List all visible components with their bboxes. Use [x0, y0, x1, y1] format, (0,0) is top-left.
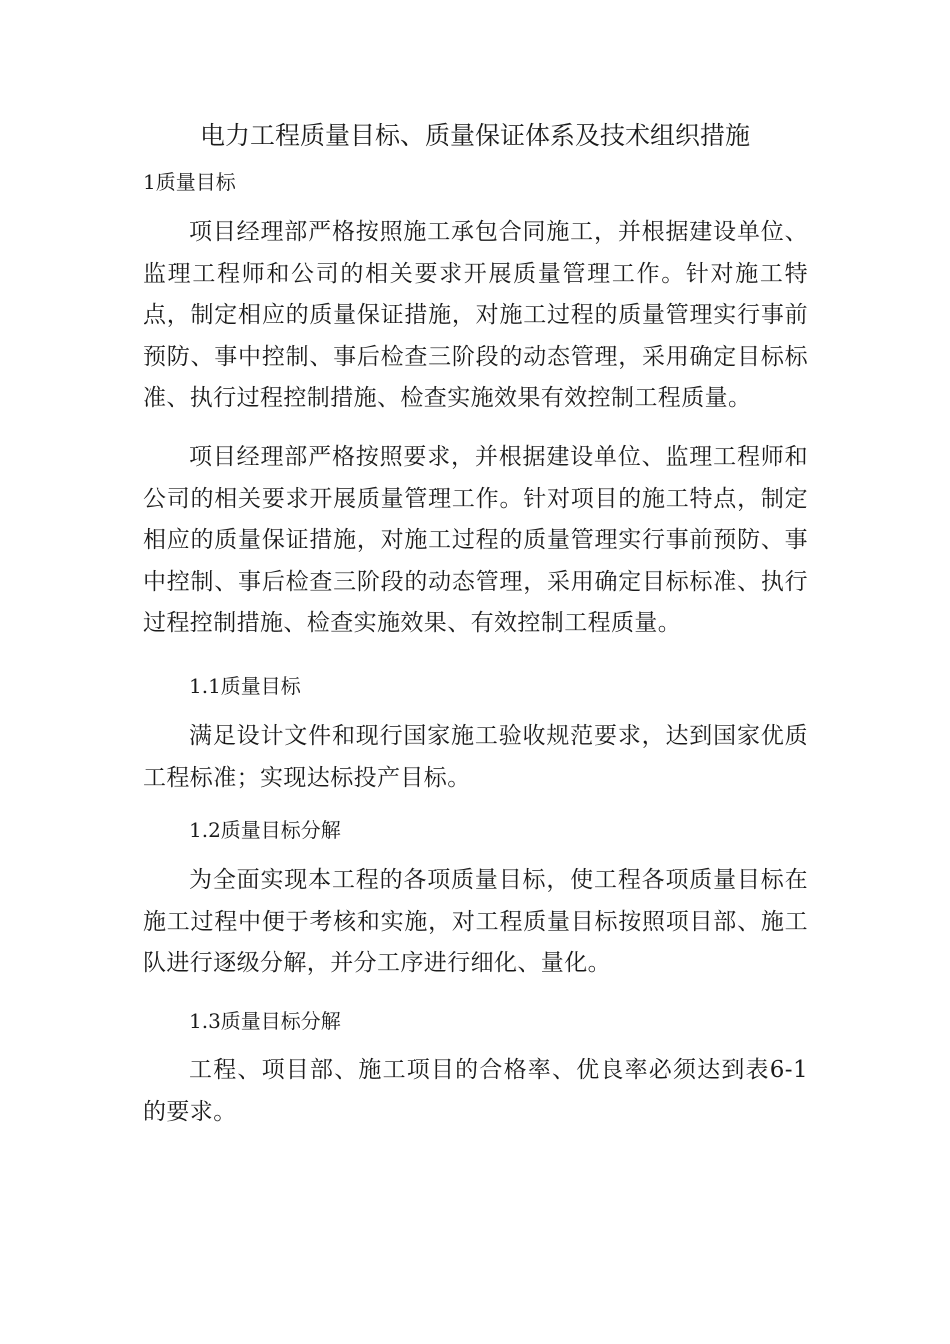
- paragraph-4: 为全面实现本工程的各项质量目标，使工程各项质量目标在施工过程中便于考核和实施，对工程质量目标按照项目部、施工队进行逐级分解，并分工序进行细化、量化。: [143, 867, 808, 976]
- paragraph-3: 满足设计文件和现行国家施工验收规范要求，达到国家优质工程标准；实现达标投产目标。: [143, 723, 808, 791]
- paragraph-2: 项目经理部严格按照要求，并根据建设单位、监理工程师和公司的相关要求开展质量管理工作。针对项目的施工特点，制定相应的质量保证措施，对施工过程的质量管理实行事前预防、事中控制、事后检查三阶段的动态管理，采用确定目标标准、执行过程控制措施、检查实施效果、有效控制工程质量。: [143, 444, 808, 636]
- subsection-heading-1-1: 1.1质量目标: [189, 674, 301, 698]
- subsection-heading-1-3: 1.3质量目标分解: [189, 1009, 341, 1033]
- section-heading-quality-goal: 1质量目标: [143, 170, 236, 194]
- paragraph-1: 项目经理部严格按照施工承包合同施工，并根据建设单位、监理工程师和公司的相关要求开展质量管理工作。针对施工特点，制定相应的质量保证措施，对施工过程的质量管理实行事前预防、事中控制、事后检查三阶段的动态管理，采用确定目标标准、执行过程控制措施、检查实施效果有效控制工程质量。: [143, 219, 808, 411]
- paragraph-5: 工程、项目部、施工项目的合格率、优良率必须达到表6-1的要求。: [143, 1057, 808, 1125]
- document-title: 电力工程质量目标、质量保证体系及技术组织措施: [199, 121, 750, 150]
- subsection-heading-1-2: 1.2质量目标分解: [189, 818, 341, 842]
